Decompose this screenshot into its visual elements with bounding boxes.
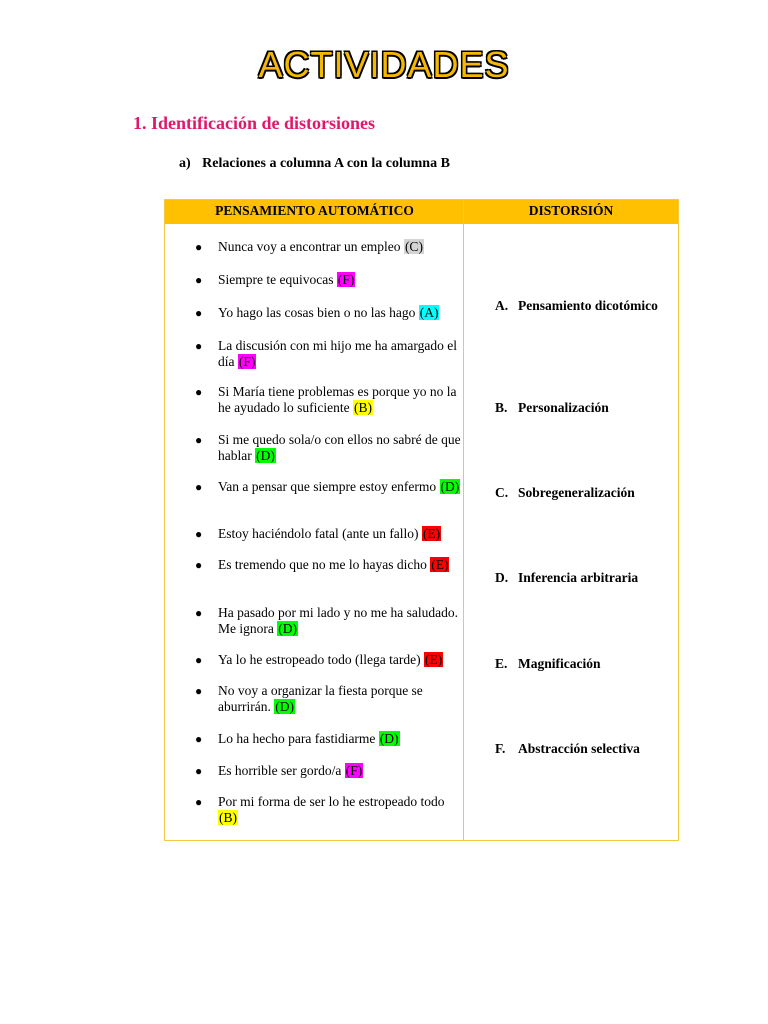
list-item xyxy=(195,305,461,321)
title-container xyxy=(0,38,768,92)
bullet-icon: ● xyxy=(195,684,203,698)
subsection-heading xyxy=(179,156,450,172)
thought-text: Si María tiene problemas es porque yo no la he ayudado lo suficiente xyxy=(218,384,457,415)
bullet-icon: ● xyxy=(195,606,203,620)
answer-tag: (E) xyxy=(424,652,443,667)
thought-text: Por mi forma de ser lo he estropeado todo xyxy=(218,794,445,809)
distortion-label: Sobregeneralización xyxy=(518,485,635,500)
section-title: Identificación de distorsiones xyxy=(151,113,376,133)
distortion-letter: D. xyxy=(495,570,509,585)
list-item xyxy=(195,731,461,747)
list-item xyxy=(195,432,461,464)
answer-tag: (F) xyxy=(345,763,363,778)
subsection-letter: a) xyxy=(179,156,191,171)
answer-tag: (F) xyxy=(337,272,355,287)
list-item xyxy=(195,794,461,826)
bullet-icon: ● xyxy=(195,339,203,353)
thought-text: Ya lo he estropeado todo (llega tarde) xyxy=(218,652,424,667)
thought-text: Lo ha hecho para fastidiarme xyxy=(218,731,379,746)
answer-tag: (C) xyxy=(404,239,423,254)
answer-tag: (D) xyxy=(278,621,297,636)
distortion-letter: A. xyxy=(495,298,509,313)
thought-text: Es horrible ser gordo/a xyxy=(218,763,345,778)
list-item xyxy=(195,272,461,288)
thought-text: Van a pensar que siempre estoy enfermo xyxy=(218,479,440,494)
bullet-icon: ● xyxy=(195,795,203,809)
bullet-icon: ● xyxy=(195,480,203,494)
thought-text: Estoy haciéndolo fatal (ante un fallo) xyxy=(218,526,422,541)
thought-text: Ha pasado por mi lado y no me ha saludado. Me ignora xyxy=(218,605,458,636)
thought-text: Yo hago las cosas bien o no las hago xyxy=(218,305,419,320)
distortion-letter: E. xyxy=(495,656,508,671)
list-item xyxy=(195,338,461,370)
thought-text: Nunca voy a encontrar un empleo xyxy=(218,239,404,254)
list-item xyxy=(195,605,461,637)
distortion-option xyxy=(495,298,675,314)
list-item xyxy=(195,652,461,668)
answer-tag: (D) xyxy=(379,731,399,746)
distortion-option xyxy=(495,570,675,586)
bullet-icon: ● xyxy=(195,385,203,399)
answer-tag: (D) xyxy=(256,448,275,463)
distortion-label: Personalización xyxy=(518,400,609,415)
distortion-option xyxy=(495,741,675,757)
list-item xyxy=(195,479,461,495)
bullet-icon: ● xyxy=(195,764,203,778)
thought-text: Es tremendo que no me lo hayas dicho xyxy=(218,557,431,572)
section-heading xyxy=(133,113,375,134)
section-number: 1. xyxy=(133,113,147,133)
bullet-icon: ● xyxy=(195,732,203,746)
thought-text: Siempre te equivocas xyxy=(218,272,337,287)
header-automatic-thought: PENSAMIENTO AUTOMÁTICO xyxy=(215,203,414,218)
matching-table xyxy=(164,199,679,841)
bullet-icon: ● xyxy=(195,653,203,667)
distortion-letter: F. xyxy=(495,741,506,756)
bullet-icon: ● xyxy=(195,240,203,254)
header-distortion: DISTORSIÓN xyxy=(528,203,614,218)
distortion-label: Magnificación xyxy=(518,656,601,671)
subsection-title: Relaciones a columna A con la columna B xyxy=(202,156,450,171)
list-item xyxy=(195,239,461,255)
list-item xyxy=(195,763,461,779)
distortion-label: Pensamiento dicotómico xyxy=(518,298,658,313)
bullet-icon: ● xyxy=(195,273,203,287)
distortion-letter: B. xyxy=(495,400,508,415)
bullet-icon: ● xyxy=(195,558,203,572)
answer-tag: (B) xyxy=(353,400,372,415)
answer-tag: (E) xyxy=(431,557,449,572)
answer-tag: (A) xyxy=(419,305,439,320)
list-item xyxy=(195,526,461,542)
bullet-icon: ● xyxy=(195,527,203,541)
table-header xyxy=(165,200,678,224)
answer-tag: (D) xyxy=(440,479,460,494)
distortion-option xyxy=(495,656,675,672)
bullet-icon: ● xyxy=(195,306,203,320)
list-item xyxy=(195,384,461,416)
thought-text: Si me quedo sola/o con ellos no sabré de que hablar xyxy=(218,432,461,463)
distortion-option xyxy=(495,485,675,501)
answer-tag: (F) xyxy=(238,354,256,369)
bullet-icon: ● xyxy=(195,433,203,447)
page-title: ACTIVIDADES xyxy=(258,44,510,85)
column-divider xyxy=(463,200,464,840)
thought-text: La discusión con mi hijo me ha amargado el día xyxy=(218,338,457,369)
distortion-label: Inferencia arbitraria xyxy=(518,570,639,585)
distortion-option xyxy=(495,400,675,416)
thought-text: No voy a organizar la fiesta porque se aburrirán. xyxy=(218,683,423,714)
list-item xyxy=(195,683,461,715)
list-item xyxy=(195,557,461,573)
distortion-label: Abstracción selectiva xyxy=(518,741,640,756)
distortion-letter: C. xyxy=(495,485,509,500)
answer-tag: (E) xyxy=(422,526,441,541)
answer-tag: (B) xyxy=(219,810,237,825)
answer-tag: (D) xyxy=(275,699,294,714)
